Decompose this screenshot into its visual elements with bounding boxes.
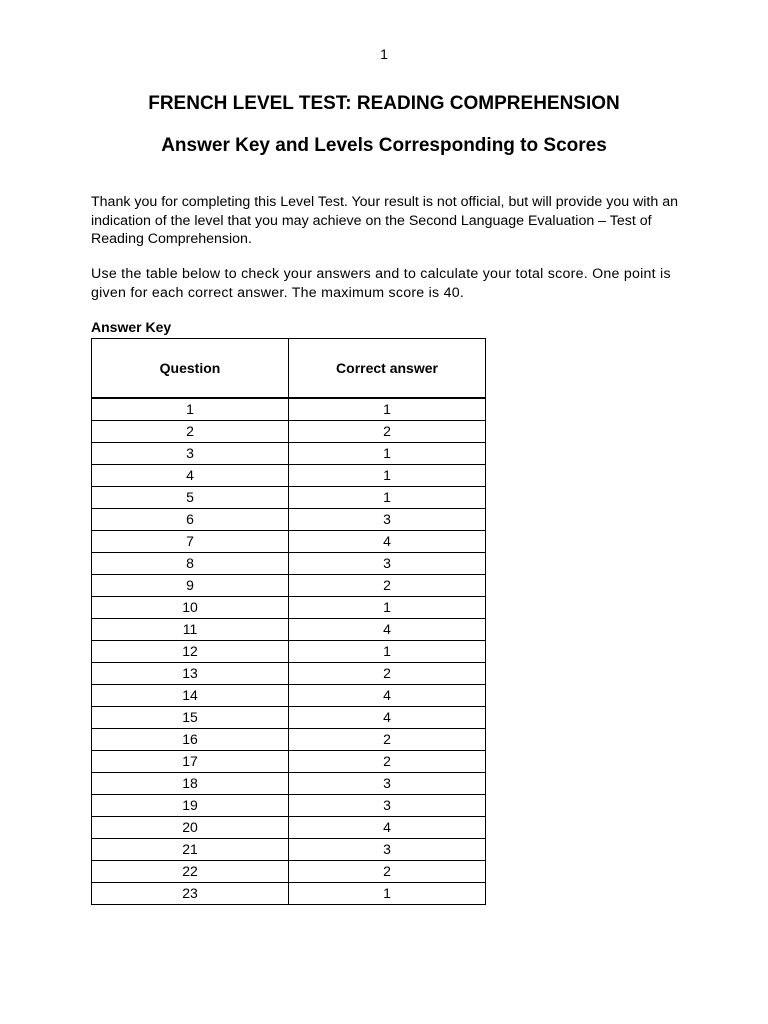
question-number-cell: 14 (92, 685, 289, 707)
table-row (92, 685, 486, 707)
correct-answer-cell: 1 (289, 597, 486, 619)
correct-answer-cell: 1 (289, 398, 486, 421)
question-number-cell: 3 (92, 443, 289, 465)
question-number-cell: 18 (92, 773, 289, 795)
correct-answer-cell: 3 (289, 509, 486, 531)
question-number-cell: 10 (92, 597, 289, 619)
table-row (92, 861, 486, 883)
table-row (92, 707, 486, 729)
table-row (92, 509, 486, 531)
table-row (92, 883, 486, 905)
correct-answer-cell: 4 (289, 817, 486, 839)
question-number-cell: 7 (92, 531, 289, 553)
question-number-cell: 6 (92, 509, 289, 531)
correct-answer-cell: 4 (289, 685, 486, 707)
table-row (92, 663, 486, 685)
correct-answer-cell: 4 (289, 619, 486, 641)
question-number-cell: 22 (92, 861, 289, 883)
table-row (92, 575, 486, 597)
correct-answer-cell: 1 (289, 641, 486, 663)
correct-answer-cell: 2 (289, 575, 486, 597)
intro-paragraph: Thank you for completing this Level Test. Your result is not official, but will provide you with an indication of the level that you may achieve on the Second Language Evaluation – Test of Reading Comprehension. (91, 194, 678, 247)
table-row (92, 729, 486, 751)
table-row (92, 839, 486, 861)
question-number-cell: 2 (92, 421, 289, 443)
table-row (92, 487, 486, 509)
correct-answer-cell: 2 (289, 729, 486, 751)
question-number-cell: 9 (92, 575, 289, 597)
correct-answer-cell: 4 (289, 531, 486, 553)
correct-answer-cell: 3 (289, 839, 486, 861)
question-number-cell: 19 (92, 795, 289, 817)
table-row (92, 443, 486, 465)
answer-key-table (91, 338, 486, 905)
correct-answer-cell: 3 (289, 773, 486, 795)
question-number-cell: 8 (92, 553, 289, 575)
correct-answer-cell: 1 (289, 883, 486, 905)
page-number: 1 (380, 46, 388, 62)
correct-answer-cell: 2 (289, 421, 486, 443)
table-row (92, 553, 486, 575)
correct-answer-cell: 2 (289, 751, 486, 773)
answer-key-caption: Answer Key (91, 319, 172, 335)
table-row (92, 751, 486, 773)
table-row (92, 531, 486, 553)
correct-answer-column-header: Correct answer (289, 339, 486, 399)
table-row (92, 619, 486, 641)
table-row (92, 465, 486, 487)
table-row (92, 421, 486, 443)
table-row (92, 773, 486, 795)
question-number-cell: 20 (92, 817, 289, 839)
table-row (92, 641, 486, 663)
correct-answer-cell: 1 (289, 465, 486, 487)
table-row (92, 795, 486, 817)
instructions-paragraph: Use the table below to check your answers and to calculate your total score. One point is given for each correct answer. The maximum score is 40. (91, 266, 671, 301)
question-number-cell: 16 (92, 729, 289, 751)
question-number-cell: 23 (92, 883, 289, 905)
correct-answer-cell: 1 (289, 443, 486, 465)
answer-key-header-row (92, 339, 486, 399)
question-number-cell: 5 (92, 487, 289, 509)
question-number-cell: 13 (92, 663, 289, 685)
correct-answer-cell: 3 (289, 795, 486, 817)
answer-key-body (92, 398, 486, 905)
question-column-header: Question (92, 339, 289, 399)
table-row (92, 597, 486, 619)
question-number-cell: 4 (92, 465, 289, 487)
table-row (92, 817, 486, 839)
page-title: FRENCH LEVEL TEST: READING COMPREHENSION (148, 93, 620, 114)
correct-answer-cell: 1 (289, 487, 486, 509)
table-row (92, 398, 486, 421)
question-number-cell: 1 (92, 398, 289, 421)
correct-answer-cell: 3 (289, 553, 486, 575)
correct-answer-cell: 2 (289, 861, 486, 883)
question-number-cell: 21 (92, 839, 289, 861)
correct-answer-cell: 2 (289, 663, 486, 685)
question-number-cell: 17 (92, 751, 289, 773)
question-number-cell: 15 (92, 707, 289, 729)
correct-answer-cell: 4 (289, 707, 486, 729)
question-number-cell: 12 (92, 641, 289, 663)
question-number-cell: 11 (92, 619, 289, 641)
page-subtitle: Answer Key and Levels Corresponding to Scores (161, 135, 607, 156)
